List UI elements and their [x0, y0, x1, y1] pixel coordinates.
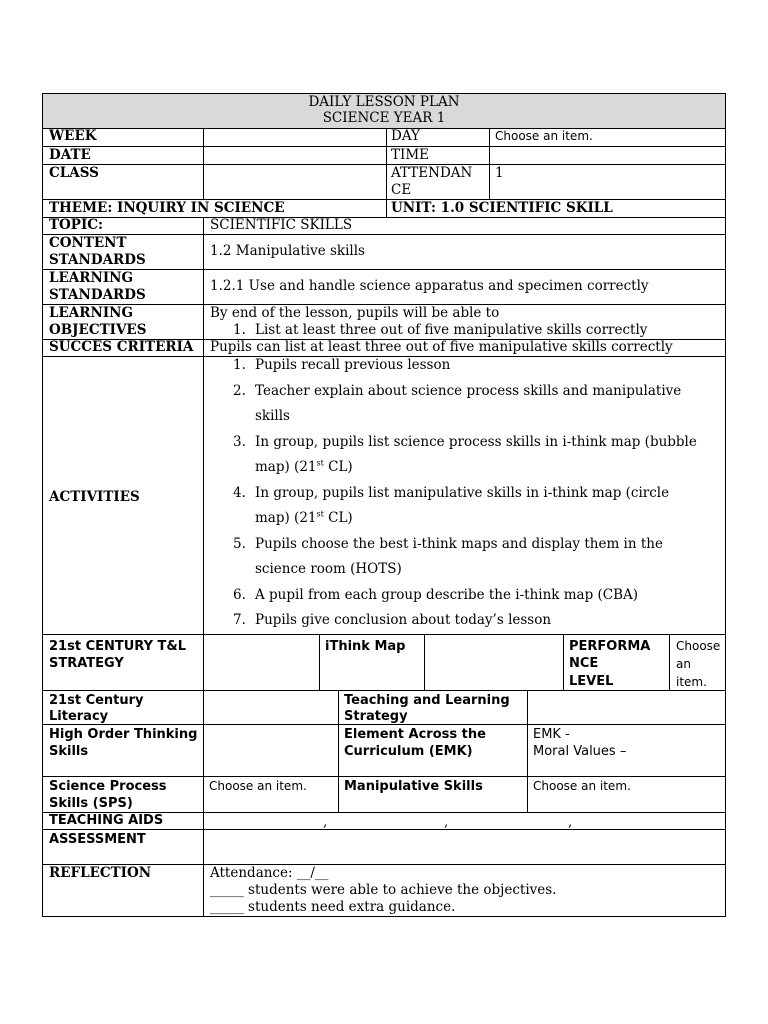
reflection-achieved-line: _____ students were able to achieve the objectives.	[210, 882, 557, 898]
topic-value: SCIENTIFIC SKILLS	[210, 217, 353, 233]
day-dropdown[interactable]: Choose an item.	[495, 129, 593, 143]
reflection-attendance: Attendance: __/__	[210, 865, 329, 881]
learning-objectives-label-line1: LEARNING	[49, 305, 133, 321]
hots-label-line2: Skills	[49, 744, 89, 759]
success-criteria-value: Pupils can list at least three out of five manipulative skills correctly	[210, 339, 673, 355]
plan-title: DAILY LESSON PLAN	[308, 94, 460, 110]
activity-text: Teacher explain about science process skills and manipulative	[255, 383, 682, 399]
teaching-strategy-label-line1: Teaching and Learning	[344, 693, 510, 708]
lesson-plan-table	[42, 93, 726, 917]
performance-level-label-line2: NCE	[569, 656, 599, 671]
sps-label-line2: Skills (SPS)	[49, 796, 133, 811]
performance-level-dropdown[interactable]: Choose	[676, 639, 721, 653]
teaching-aids-separator: ,	[568, 814, 573, 830]
activity-text-continued: skills	[255, 408, 290, 424]
reflection-guidance-line: _____ students need extra guidance.	[210, 899, 456, 915]
plan-subtitle: SCIENCE YEAR 1	[322, 110, 446, 126]
activity-number: 2.	[233, 383, 246, 399]
content-standards-value: 1.2 Manipulative skills	[210, 243, 365, 259]
sps-label-line1: Science Process	[49, 779, 167, 794]
activity-text-continued: map) (21st CL)	[255, 458, 353, 475]
activity-text: Pupils give conclusion about today’s lesson	[255, 612, 552, 628]
assessment-label: ASSESSMENT	[49, 832, 146, 847]
attendance-label-line2: CE	[391, 182, 412, 198]
literacy-label-line2: Literacy	[49, 709, 109, 724]
teaching-aids-separator: ,	[444, 814, 449, 830]
attendance-value: 1	[495, 165, 504, 181]
activity-text: In group, pupils list manipulative skills in i-think map (circle	[255, 485, 670, 501]
performance-level-label-line1: PERFORMA	[569, 639, 651, 654]
learning-objectives-item-text: List at least three out of five manipulative skills correctly	[255, 322, 648, 338]
teaching-aids-label: TEACHING AIDS	[49, 813, 164, 828]
learning-objectives-item-number: 1.	[233, 322, 246, 338]
class-label: CLASS	[49, 165, 99, 181]
activities-label: ACTIVITIES	[49, 489, 140, 505]
learning-objectives-intro: By end of the lesson, pupils will be able to	[210, 305, 500, 321]
topic-label: TOPIC:	[49, 217, 103, 233]
performance-level-dropdown[interactable]: an	[676, 657, 691, 671]
attendance-label-line1: ATTENDAN	[391, 165, 473, 181]
activity-number: 6.	[233, 587, 246, 603]
activity-text: In group, pupils list science process skills in i-think map (bubble	[255, 434, 697, 450]
emk-label-line1: Element Across the	[344, 727, 486, 742]
activity-text-continued: science room (HOTS)	[255, 561, 402, 577]
literacy-label-line1: 21st Century	[49, 693, 144, 708]
day-label: DAY	[391, 128, 420, 144]
teaching-aids-separator: ,	[323, 814, 328, 830]
learning-standards-value: 1.2.1 Use and handle science apparatus and specimen correctly	[210, 278, 649, 294]
reflection-label: REFLECTION	[49, 865, 152, 881]
week-label: WEEK	[49, 128, 97, 144]
manipulative-skills-dropdown[interactable]: Choose an item.	[533, 779, 631, 793]
learning-standards-label-line1: LEARNING	[49, 270, 133, 286]
performance-level-label-line3: LEVEL	[569, 674, 614, 689]
strategy-label-line1: 21st CENTURY T&L	[49, 639, 187, 654]
moral-values: Moral Values –	[533, 744, 627, 759]
success-criteria-label: SUCCES CRITERIA	[49, 339, 194, 355]
unit-label: UNIT: 1.0 SCIENTIFIC SKILL	[391, 200, 613, 216]
content-standards-label-line1: CONTENT	[49, 235, 127, 251]
content-standards-label-line2: STANDARDS	[49, 252, 146, 268]
performance-level-dropdown[interactable]: item.	[676, 675, 707, 689]
emk-value: EMK -	[533, 727, 570, 742]
sps-dropdown[interactable]: Choose an item.	[209, 779, 307, 793]
emk-label-line2: Curriculum (EMK)	[344, 744, 473, 759]
activity-number: 4.	[233, 485, 246, 501]
activity-text: A pupil from each group describe the i-think map (CBA)	[255, 587, 639, 603]
activity-number: 7.	[233, 612, 246, 628]
activity-text: Pupils recall previous lesson	[255, 357, 451, 373]
teaching-strategy-label-line2: Strategy	[344, 709, 408, 724]
manipulative-skills-label: Manipulative Skills	[344, 779, 483, 794]
activity-number: 3.	[233, 434, 246, 450]
learning-standards-label-line2: STANDARDS	[49, 287, 146, 303]
date-label: DATE	[49, 147, 91, 163]
ithink-map-label: iThink Map	[325, 639, 406, 654]
theme-label: THEME: INQUIRY IN SCIENCE	[49, 200, 285, 216]
activity-number: 5.	[233, 536, 246, 552]
activity-text-continued: map) (21st CL)	[255, 509, 353, 526]
time-label: TIME	[391, 147, 430, 163]
learning-objectives-label-line2: OBJECTIVES	[49, 322, 147, 338]
hots-label-line1: High Order Thinking	[49, 727, 198, 742]
activity-number: 1.	[233, 357, 246, 373]
strategy-label-line2: STRATEGY	[49, 656, 124, 671]
activity-text: Pupils choose the best i-think maps and display them in the	[255, 536, 663, 552]
